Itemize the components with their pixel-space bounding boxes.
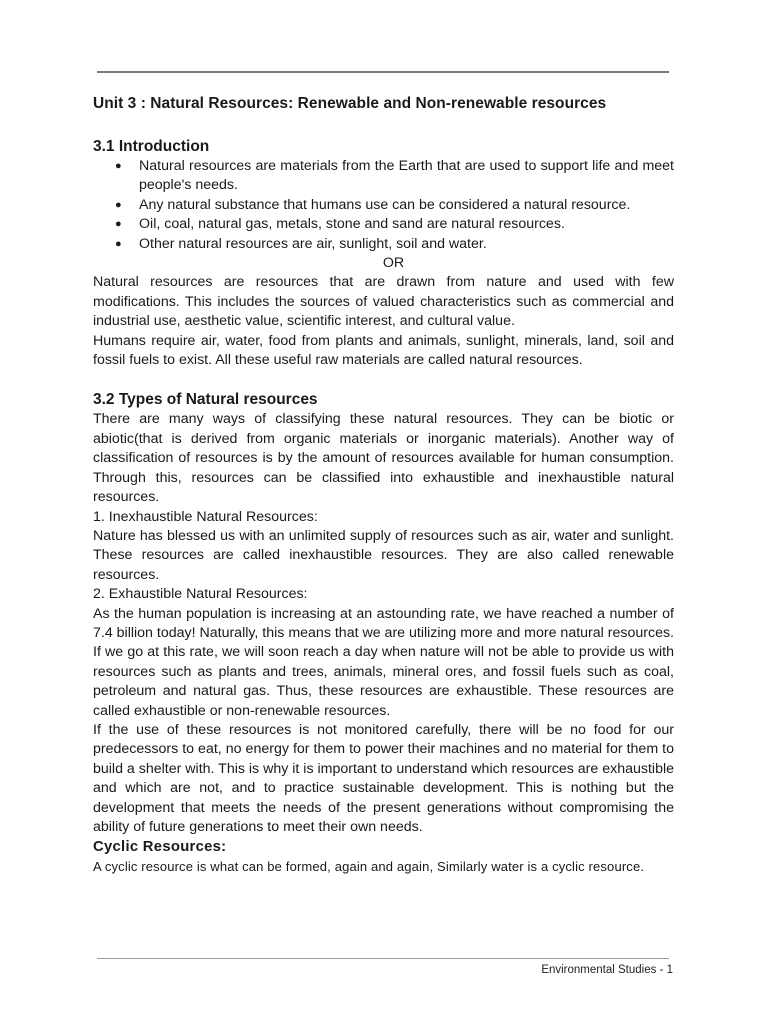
header-rule [97,71,669,73]
types-heading: 3.2 Types of Natural resources [93,391,318,409]
cyclic-text: A cyclic resource is what can be formed, again and again, Similarly water is a cyclic resource. [93,859,645,875]
list-item: ● Oil, coal, natural gas, metals, stone and sand are natural resources. [93,215,674,234]
types-paragraph: There are many ways of classifying these natural resources. They can be biotic or abiotic(that is derived from organic materials or inorganic materials). Another way of classification of resources is by the amount of resources available for human consumption. Through this, resources can be classified into exhaustible and inexhaustible natural resources. [93,411,674,506]
intro-paragraph-2: Humans require air, water, food from plants and animals, sunlight, minerals, land, soil and fossil fuels to exist. All these useful raw materials are called natural resources. [93,332,674,369]
bullet-icon: ● [115,237,122,250]
list-item: ● Any natural substance that humans use can be considered a natural resource. [93,196,674,215]
exhaustible-label: 2. Exhaustible Natural Resources: [93,586,308,603]
unit-title: Unit 3 : Natural Resources: Renewable and Non-renewable resources [93,95,607,112]
bullet-icon: ● [115,218,122,231]
or-separator: OR [382,255,405,272]
exhaustible-text-2: If the use of these resources is not monitored carefully, there will be no food for our predecessors to eat, no energy for them to power their machines and no material for them to build a shelter with. This is why it is important to understand which resources are exhaustible and which are not, and to practice sustainable development. This is nothing but the development that meets the needs of the present generations without compromising the ability of future generations to meet their own needs. [93,721,674,835]
inexhaustible-label: 1. Inexhaustible Natural Resources: [93,508,318,525]
intro-paragraph-1: Natural resources are resources that are drawn from nature and used with few modifications. This includes the sources of valued characteristics such as commercial and industrial use, aesthetic value, scientific interest, and cultural value. [93,274,674,330]
exhaustible-text: As the human population is increasing at an astounding rate, we have reached a number of 7.4 billion today! Naturally, this means that we are utilizing more and more natural resources. If we go at this rate, we will soon reach a day when nature will not be able to provide us with resources such as plants and trees, animals, mineral ores, and fossil fuels such as coal, petroleum and natural gas. Thus, these resources are exhaustible. These resources are called exhaustible or non-renewable resources. [93,605,674,719]
inexhaustible-text: Nature has blessed us with an unlimited supply of resources such as air, water and sunlight. These resources are called inexhaustible resources. They are also called renewable resources. [93,527,674,583]
bullet-icon: ● [115,198,122,211]
document-body [93,94,674,877]
footer-rule [97,958,669,959]
intro-heading: 3.1 Introduction [93,138,210,155]
list-item: ● Natural resources are materials from the Earth that are used to support life and meet people's needs. [115,158,674,194]
list-item: ● Other natural resources are air, sunlight, soil and water. [93,235,674,254]
intro-bullet-list [93,157,674,254]
page-footer: Environmental Studies - 1 [541,964,673,976]
cyclic-heading: Cyclic Resources: [93,839,227,856]
bullet-icon: ● [115,160,122,172]
